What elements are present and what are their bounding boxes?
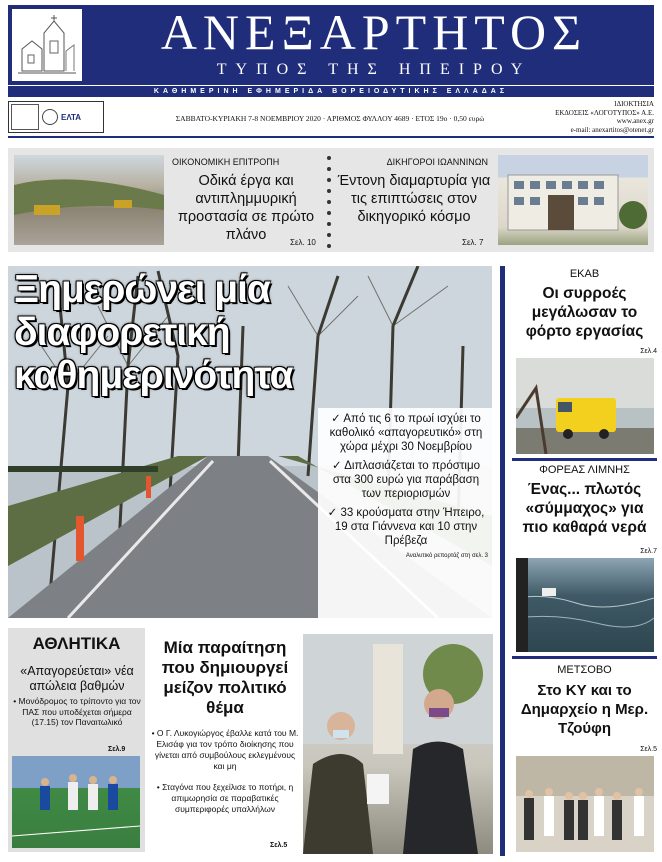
ekab-headline[interactable]: Οι συρροές μεγάλωσαν το φόρτο εργασίας bbox=[525, 285, 644, 340]
officials-photo bbox=[516, 756, 654, 852]
bullet-text: Από τις 6 το πρωί ισχύει το καθολικό «απαγορευτικό» στη χώρα μέχρι 30 Νοεμβρίου bbox=[329, 413, 483, 453]
section-divider bbox=[512, 458, 657, 461]
newspaper-subtitle: ΤΥΠΟΣ ΤΗΣ ΗΠΕΙΡΟΥ bbox=[216, 61, 532, 78]
sports-page: Σελ.9 bbox=[108, 746, 126, 753]
ekab-page: Σελ.4 bbox=[640, 348, 657, 355]
sports-headline[interactable]: «Απαγορεύεται» νέα απώλεια βαθμών bbox=[20, 664, 134, 693]
publisher-line: ΙΔΙΟΚΤΗΣΙΑ bbox=[614, 100, 654, 108]
publisher-line: ΕΚΔΟΣΕΙΣ «ΛΟΓΟΤΥΠΟΣ» Α.Ε. bbox=[555, 108, 654, 117]
main-bullets bbox=[318, 408, 492, 618]
middle-bullet-2: • Σταγόνα που ξεχείλισε το ποτήρι, η απιμωρησία σε παραβατικές συμπεριφορές υπαλλήλων bbox=[156, 782, 294, 814]
email-link[interactable]: e-mail: anexartitos@otenet.gr bbox=[570, 125, 654, 134]
courthouse-photo bbox=[498, 155, 648, 245]
dateline: ΣΑΒΒΑΤΟ-ΚΥΡΙΑΚΗ 7-8 ΝΟΕΜΒΡΙΟΥ 2020 · ΑΡΙΘΜΟΣ ΦΥΛΛΟΥ 4689 · ΕΤΟΣ 19ο · 0,50 ευρώ bbox=[175, 114, 485, 123]
middle-page: Σελ.5 bbox=[270, 842, 288, 849]
football-photo bbox=[12, 756, 140, 848]
check-icon: ✓ bbox=[331, 413, 341, 425]
divider bbox=[8, 136, 654, 138]
top-left-headline[interactable]: Οδικά έργα και αντιπλημμυρική προστασία σε πρώτο πλάνο bbox=[177, 173, 315, 243]
check-icon: ✓ bbox=[327, 507, 338, 519]
check-icon: ✓ bbox=[332, 460, 342, 472]
ekab-kicker: ΕΚΑΒ bbox=[569, 268, 600, 280]
top-left-kicker: ΟΙΚΟΝΟΜΙΚΗ ΕΠΙΤΡΟΠΗ bbox=[172, 157, 280, 167]
bullet-item bbox=[324, 412, 488, 454]
top-right-page: Σελ. 7 bbox=[462, 238, 484, 247]
newspaper-title: ΑΝΕΞΑΡΤΗΤΟΣ bbox=[160, 4, 588, 60]
top-left-page: Σελ. 10 bbox=[290, 238, 316, 247]
stamp-icon bbox=[11, 104, 39, 130]
metsovo-kicker: ΜΕΤΣΟΒΟ bbox=[557, 664, 612, 676]
middle-story bbox=[150, 638, 300, 815]
report-reference[interactable]: Αναλυτικό ρεπορτάζ στη σελ. 3 bbox=[405, 553, 488, 559]
metsovo-headline[interactable]: Στο ΚΥ και το Δημαρχείο η Μερ. Τζούφη bbox=[520, 682, 649, 737]
section-divider bbox=[512, 656, 657, 659]
top-right-kicker: ΔΙΚΗΓΟΡΟΙ ΙΩΑΝΝΙΝΩΝ bbox=[386, 157, 488, 167]
politicians-photo bbox=[303, 634, 493, 854]
elta-logo: ΕΛΤΑ bbox=[61, 112, 82, 122]
middle-bullet-1: • Ο Γ. Λυκογιώργος έβαλλε κατά του Μ. Ελισάφ για τον τρόπο διοίκησης που γίνεται από συμβούλους εκλεγμένους και μη bbox=[151, 728, 299, 771]
lake-photo bbox=[516, 558, 654, 652]
sports-kicker: ΑΘΛΗΤΙΚΑ bbox=[32, 634, 121, 653]
lake-kicker: ΦΟΡΕΑΣ ΛΙΜΝΗΣ bbox=[539, 464, 630, 476]
seal-icon bbox=[42, 109, 58, 125]
ambulance-photo bbox=[516, 358, 654, 454]
lake-headline[interactable]: Ένας... πλωτός «σύμμαχος» για πιο καθαρά νερά bbox=[522, 481, 647, 536]
badges bbox=[8, 101, 104, 133]
metsovo-page: Σελ.5 bbox=[640, 746, 657, 753]
dotted-divider bbox=[326, 156, 332, 248]
main-headline[interactable]: Ξημερώνει μία διαφορετική καθημερινότητα bbox=[14, 268, 293, 397]
bullet-item bbox=[324, 506, 488, 548]
bullet-item bbox=[324, 459, 488, 501]
bullet-text: 33 κρούσματα στην Ήπειρο, 19 στα Γιάννενα και 10 στην Πρέβεζα bbox=[334, 507, 485, 547]
roadworks-photo bbox=[14, 155, 164, 245]
sports-body: • Μονόδρομος το τρίποντο για τον ΠΑΣ που υποδέχεται σήμερα (17.15) τον Παναιτωλικό bbox=[13, 696, 141, 727]
church-logo bbox=[12, 9, 82, 81]
middle-headline[interactable]: Μία παραίτηση που δημιουργεί μείζον πολιτικό θέμα bbox=[161, 638, 289, 717]
tagline: ΚΑΘΗΜΕΡΙΝΗ ΕΦΗΜΕΡΙΔΑ ΒΟΡΕΙΟΔΥΤΙΚΗΣ ΕΛΛΑΔΑΣ bbox=[8, 86, 654, 97]
publisher-info bbox=[520, 100, 654, 134]
top-right-headline[interactable]: Έντονη διαμαρτυρία για τις επιπτώσεις στον δικηγορικό κόσμο bbox=[337, 173, 491, 225]
lake-page: Σελ.7 bbox=[640, 548, 657, 555]
column-divider bbox=[500, 266, 505, 856]
website-link[interactable]: www.anex.gr bbox=[616, 117, 654, 125]
bullet-text: Διπλασιάζεται το πρόστιμο στα 300 ευρώ για παράβαση των περιορισμών bbox=[332, 460, 480, 500]
